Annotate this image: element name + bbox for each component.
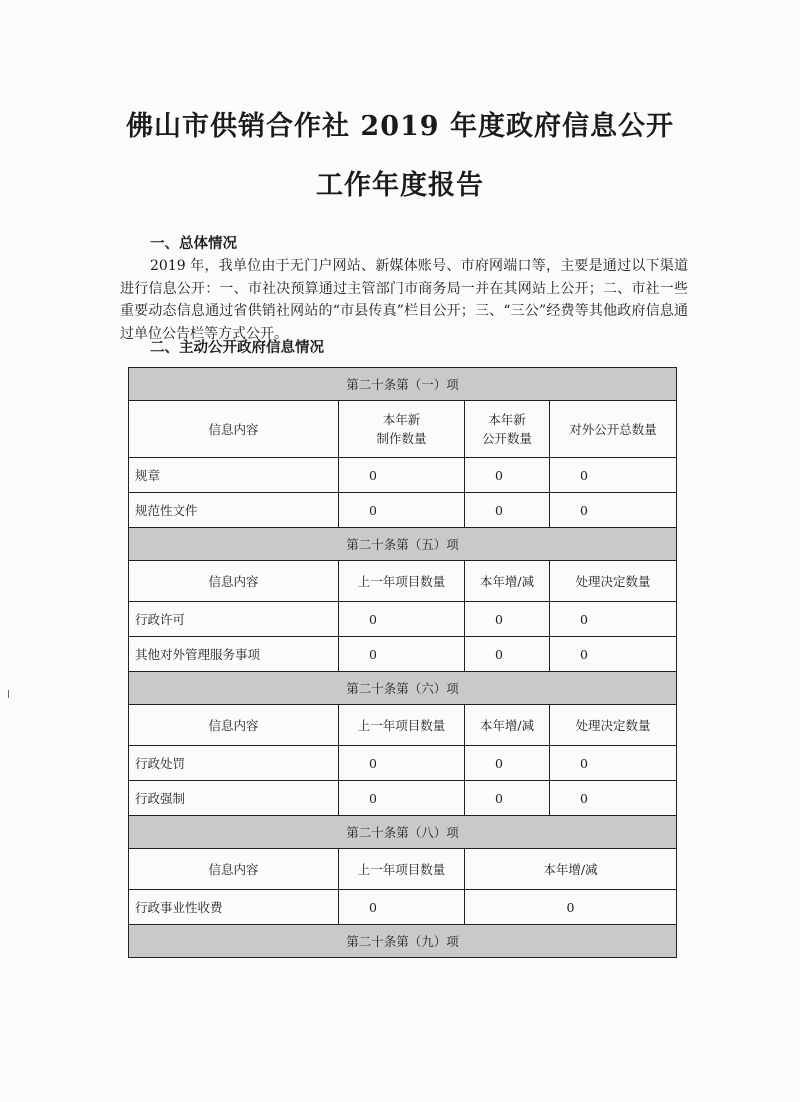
item-name: 其他对外管理服务事项: [129, 637, 339, 672]
section1-heading: 一、总体情况: [150, 235, 237, 252]
section-title: 第二十条第（一）项: [129, 368, 677, 401]
header-row: [129, 401, 677, 458]
scan-mark: [8, 690, 9, 698]
cell-value: 0: [550, 458, 677, 493]
report-title-line1: 佛山市供销合作社 2019 年度政府信息公开: [126, 111, 674, 142]
cell-value: 0: [465, 746, 550, 781]
header-row: [129, 705, 677, 746]
section-row: [129, 925, 677, 958]
cell-value: 0: [550, 637, 677, 672]
cell-value: 0: [465, 890, 677, 925]
cell-value: 0: [550, 493, 677, 528]
cell-value: 0: [465, 493, 550, 528]
column-header: 信息内容: [129, 401, 339, 458]
column-header: 本年增/减: [465, 561, 550, 602]
cell-value: 0: [550, 602, 677, 637]
item-name: 规范性文件: [129, 493, 339, 528]
table-row: [129, 602, 677, 637]
section-title: 第二十条第（八）项: [129, 816, 677, 849]
column-header: 信息内容: [129, 705, 339, 746]
column-header: 上一年项目数量: [339, 561, 465, 602]
column-header: 本年增/减: [465, 849, 677, 890]
section-row: [129, 672, 677, 705]
column-header-text: 本年新 制作数量: [376, 412, 427, 446]
cell-value: 0: [339, 890, 465, 925]
disclosure-table: [128, 367, 677, 958]
cell-value: 0: [465, 602, 550, 637]
column-header: [465, 401, 550, 458]
column-header: [339, 401, 465, 458]
section-row: [129, 816, 677, 849]
column-header: 处理决定数量: [550, 705, 677, 746]
section-row: [129, 528, 677, 561]
item-name: 规章: [129, 458, 339, 493]
report-title-line2: 工作年度报告: [316, 170, 484, 201]
section-title: 第二十条第（九）项: [129, 925, 677, 958]
column-header: 上一年项目数量: [339, 705, 465, 746]
table-row: [129, 890, 677, 925]
item-name: 行政强制: [129, 781, 339, 816]
cell-value: 0: [339, 493, 465, 528]
column-header: 信息内容: [129, 849, 339, 890]
item-name: 行政事业性收费: [129, 890, 339, 925]
cell-value: 0: [339, 602, 465, 637]
section-title: 第二十条第（六）项: [129, 672, 677, 705]
header-row: [129, 561, 677, 602]
column-header: 本年增/减: [465, 705, 550, 746]
column-header: 信息内容: [129, 561, 339, 602]
section1-paragraph: 2019 年，我单位由于无门户网站、新媒体账号、市府网端口等，主要是通过以下渠道进行信息公开：一、市社决预算通过主管部门市商务局一并在其网站上公开；二、市社一些重要动态信息通过省供销社网站的“市县传真”栏目公开；三、“三公”经费等其他政府信息通过单位公告栏等方式公开。: [120, 258, 688, 342]
table-row: [129, 493, 677, 528]
table-row: [129, 746, 677, 781]
cell-value: 0: [465, 781, 550, 816]
item-name: 行政许可: [129, 602, 339, 637]
section-title: 第二十条第（五）项: [129, 528, 677, 561]
column-header: 处理决定数量: [550, 561, 677, 602]
cell-value: 0: [550, 746, 677, 781]
cell-value: 0: [550, 781, 677, 816]
cell-value: 0: [339, 637, 465, 672]
section-row: [129, 368, 677, 401]
cell-value: 0: [339, 458, 465, 493]
table-row: [129, 458, 677, 493]
cell-value: 0: [465, 458, 550, 493]
cell-value: 0: [339, 781, 465, 816]
column-header: 对外公开总数量: [550, 401, 677, 458]
cell-value: 0: [339, 746, 465, 781]
column-header: 上一年项目数量: [339, 849, 465, 890]
table-row: [129, 637, 677, 672]
section2-heading: 二、主动公开政府信息情况: [150, 339, 324, 356]
column-header-text: 本年新 公开数量: [481, 412, 532, 446]
table-row: [129, 781, 677, 816]
item-name: 行政处罚: [129, 746, 339, 781]
header-row: [129, 849, 677, 890]
cell-value: 0: [465, 637, 550, 672]
